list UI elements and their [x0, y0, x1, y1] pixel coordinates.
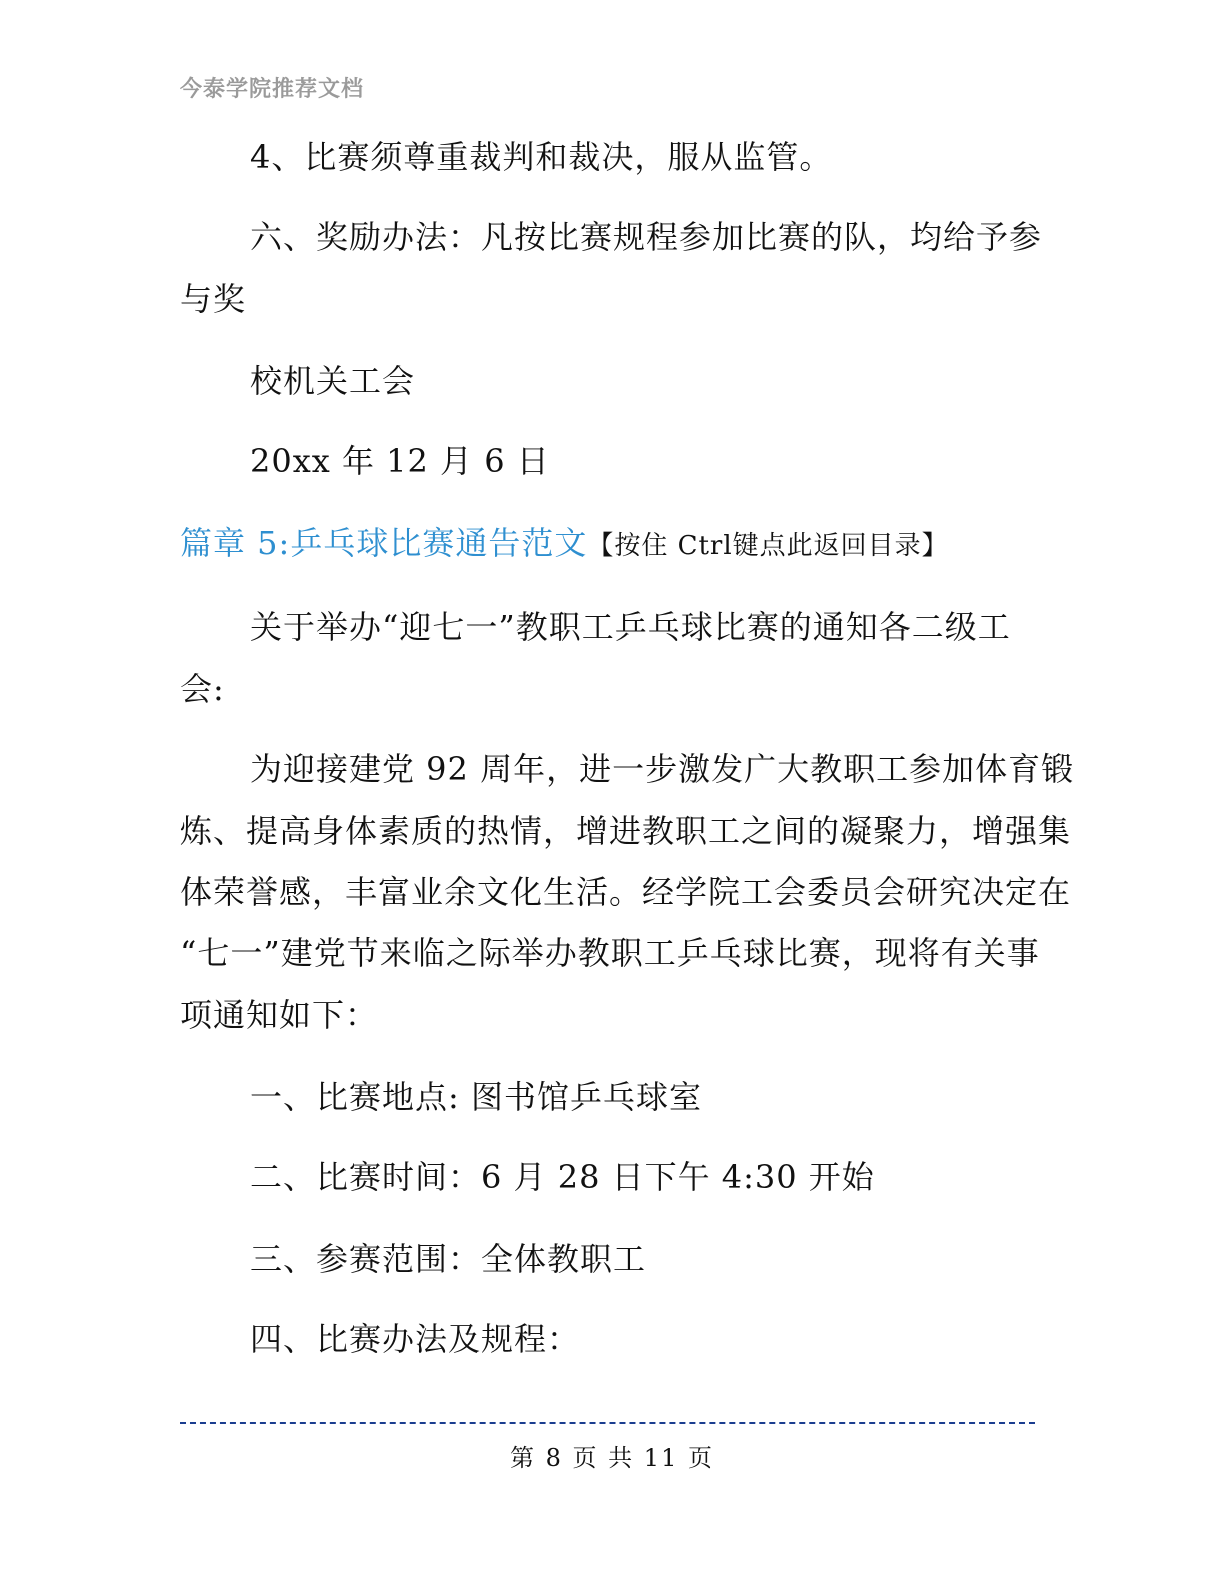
paragraph-venue: 一、比赛地点: 图书馆乒乓球室: [250, 1078, 702, 1116]
paragraph-reward-line2: 与奖: [180, 280, 247, 318]
chapter-heading-link[interactable]: [180, 518, 949, 564]
paragraph-notice-title-line1: 关于举办“迎七一”教职工乒乓球比赛的通知各二级工: [250, 608, 1011, 646]
paragraph-rule-4: 4、比赛须尊重裁判和裁决，服从监管。: [250, 138, 833, 176]
paragraph-intro-line4: “七一”建党节来临之际举办教职工乒乓球比赛，现将有关事: [180, 934, 1040, 972]
paragraph-signature-org: 校机关工会: [250, 362, 416, 400]
page-number: 第 8 页 共 11 页: [510, 1444, 714, 1472]
return-to-toc-hint[interactable]: 【按住 Ctrl键点此返回目录】: [587, 531, 949, 561]
paragraph-intro-line3: 体荣誉感，丰富业余文化生活。经学院工会委员会研究决定在: [180, 873, 1072, 911]
paragraph-signature-date: 20xx 年 12 月 6 日: [250, 442, 550, 480]
paragraph-time: 二、比赛时间：6 月 28 日下午 4:30 开始: [250, 1158, 875, 1196]
paragraph-reward-line1: 六、奖励办法：凡按比赛规程参加比赛的队，均给予参: [250, 218, 1043, 256]
paragraph-notice-title-line2: 会:: [180, 670, 225, 708]
paragraph-participants: 三、参赛范围：全体教职工: [250, 1240, 647, 1278]
chapter-heading-title[interactable]: 篇章 5:乒乓球比赛通告范文: [180, 524, 588, 562]
paragraph-intro-line5: 项通知如下：: [180, 996, 379, 1034]
paragraph-intro-line1: 为迎接建党 92 周年，进一步激发广大教职工参加体育锻: [250, 750, 1075, 788]
paragraph-intro-line2: 炼、提高身体素质的热情，增进教职工之间的凝聚力，增强集: [180, 812, 1072, 850]
document-header: 今泰学院推荐文档: [180, 76, 365, 102]
footer-divider: [180, 1422, 1035, 1424]
paragraph-rules: 四、比赛办法及规程：: [250, 1320, 581, 1358]
